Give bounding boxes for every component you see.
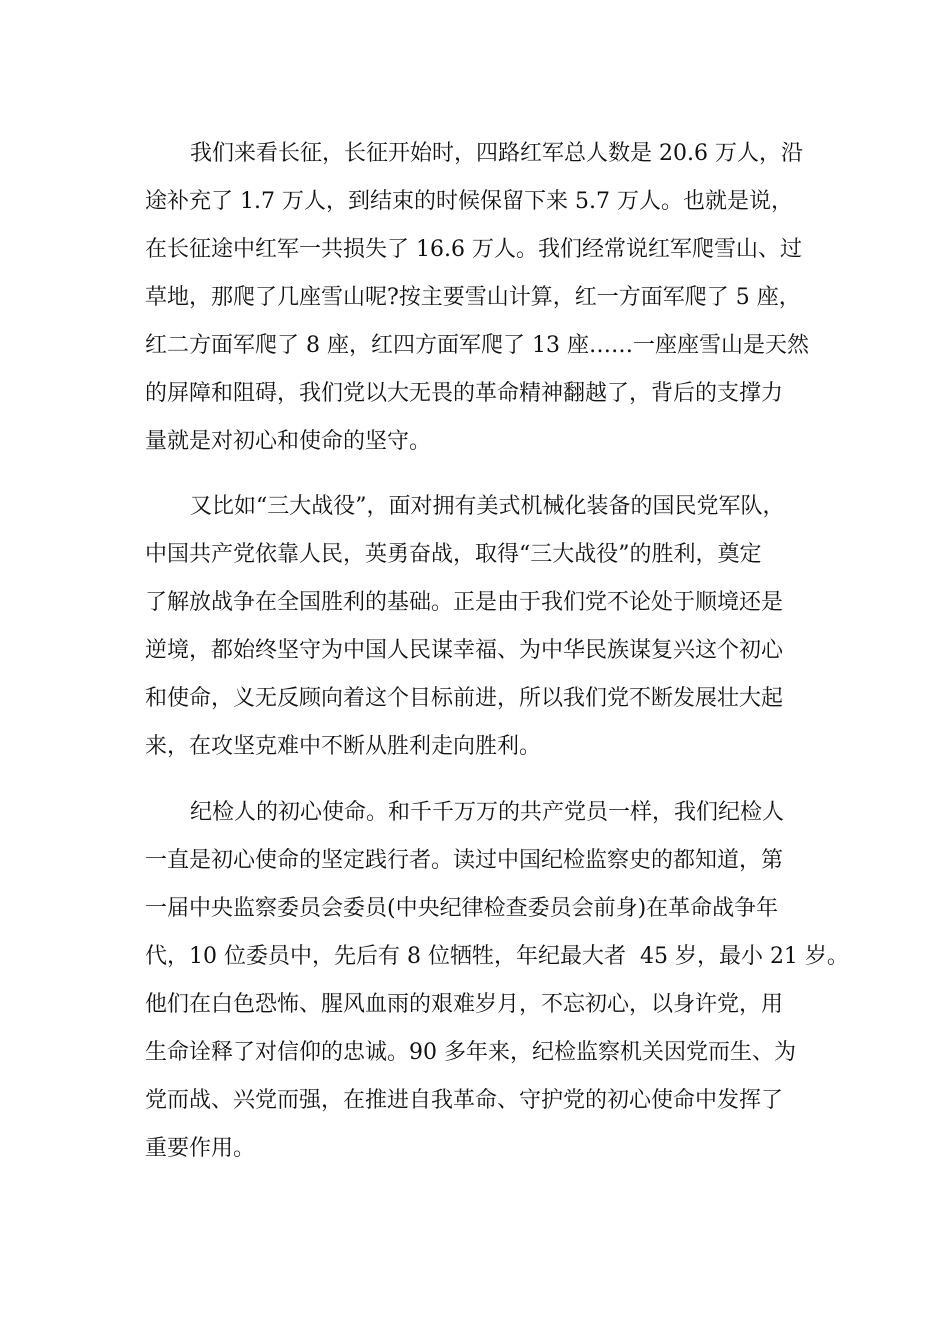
- paragraph-2-line-1: 又比如“三大战役”，面对拥有美式机械化装备的国民党军队，: [190, 494, 785, 519]
- paragraph-1-line-2: 途补充了 1.7 万人，到结束的时候保留下来 5.7 万人。也就是说，: [145, 189, 793, 214]
- paragraph-3-line-1: 纪检人的初心使命。和千千万万的共产党员一样，我们纪检人: [190, 800, 785, 825]
- paragraph-3-line-3: 一届中央监察委员会委员(中央纪律检查委员会前身)在革命战争年: [145, 896, 779, 921]
- paragraph-3-line-5: 他们在白色恐怖、腥风血雨的艰难岁月，不忘初心，以身许党，用: [145, 992, 784, 1017]
- paragraph-1-line-4: 草地，那爬了几座雪山呢?按主要雪山计算，红一方面军爬了 5 座，: [145, 285, 801, 310]
- paragraph-3-line-4: 代，10 位委员中，先后有 8 位牺牲，年纪最大者 45 岁，最小 21 岁。: [145, 944, 849, 969]
- paragraph-3-line-8: 重要作用。: [145, 1136, 256, 1161]
- paragraph-1-line-5: 红二方面军爬了 8 座，红四方面军爬了 13 座……一座座雪山是天然: [145, 333, 809, 358]
- paragraph-2-line-4: 逆境，都始终坚守为中国人民谋幸福、为中华民族谋复兴这个初心: [145, 638, 784, 663]
- paragraph-2-line-3: 了解放战争在全国胜利的基础。正是由于我们党不论处于顺境还是: [145, 590, 784, 615]
- paragraph-3-line-6: 生命诠释了对信仰的忠诚。90 多年来，纪检监察机关因党而生、为: [145, 1040, 796, 1065]
- paragraph-3-line-7: 党而战、兴党而强，在推进自我革命、守护党的初心使命中发挥了: [145, 1088, 784, 1113]
- paragraph-1-line-6: 的屏障和阻碍，我们党以大无畏的革命精神翻越了，背后的支撑力: [145, 381, 784, 406]
- paragraph-3-line-2: 一直是初心使命的坚定践行者。读过中国纪检监察史的都知道，第: [145, 848, 784, 873]
- paragraph-1-line-3: 在长征途中红军一共损失了 16.6 万人。我们经常说红军爬雪山、过: [145, 237, 802, 262]
- paragraph-2-line-2: 中国共产党依靠人民，英勇奋战，取得“三大战役”的胜利，奠定: [145, 542, 762, 567]
- paragraph-1-line-7: 量就是对初心和使命的坚守。: [145, 429, 432, 454]
- paragraph-1-line-1: 我们来看长征，长征开始时，四路红军总人数是 20.6 万人，沿: [190, 141, 803, 166]
- paragraph-2-line-6: 来，在攻坚克难中不断从胜利走向胜利。: [145, 734, 542, 759]
- paragraph-2-line-5: 和使命，义无反顾向着这个目标前进，所以我们党不断发展壮大起: [145, 686, 784, 711]
